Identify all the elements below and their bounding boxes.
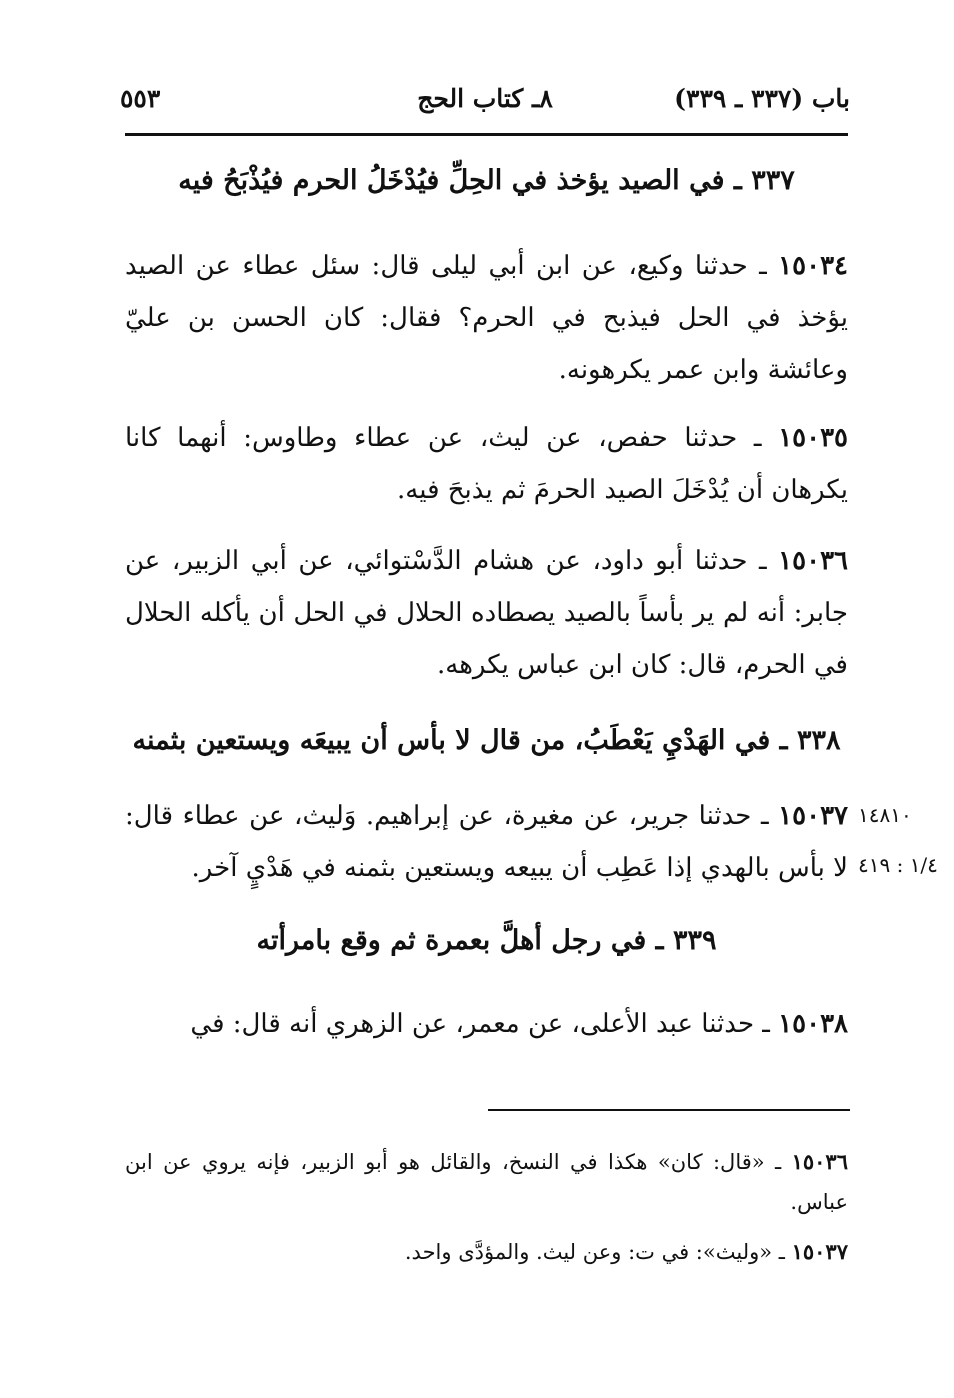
section-heading-338: ٣٣٨ ـ في الهَدْيِ يَعْطَبُ، من قال لا بأس أن يبيعَه ويستعين بثمنه bbox=[132, 725, 841, 756]
chapter-range: باب (٣٣٧ ـ ٣٣٩) bbox=[674, 84, 850, 113]
hadith-15037 bbox=[125, 790, 848, 894]
hadith-text: ـ حدثنا جرير، عن مغيرة، عن إبراهيم. وَليث، عن عطاء قال: لا بأس بالهدي إذا عَطِب أن يبيعه ويستعين بثمنه في هَدْيٍ آخر. bbox=[125, 801, 848, 883]
hadith-text: ـ حدثنا أبو داود، عن هشام الدَّسْتوائي، عن أبي الزبير، عن جابر: أنه لم ير بأساً بالصيد يصطاده الحلال في الحل أن يأكله الحلال في الحرم، قال: كان ابن عباس يكرهه. bbox=[125, 546, 848, 680]
hadith-text: ـ حدثنا وكيع، عن ابن أبي ليلى قال: سئل عطاء عن الصيد يؤخذ في الحل فيذبح في الحرم؟ فقال: كان الحسن بن عليّ وعائشة وابن عمر يكرهونه. bbox=[125, 251, 848, 385]
hadith-number: ١٥٠٣٦ bbox=[778, 546, 848, 576]
page-number: ٥٥٣ bbox=[120, 84, 161, 113]
hadith-number: ١٥٠٣٨ bbox=[778, 1009, 848, 1039]
margin-ref-1: ١٤٨١٠ bbox=[858, 803, 912, 827]
hadith-text: ـ حدثنا عبد الأعلى، عن معمر، عن الزهري أنه قال: في bbox=[190, 1009, 770, 1039]
section-heading-337: ٣٣٧ ـ في الصيد يؤخذ في الحِلِّ فيُدْخَلُ الحرم فيُذْبَحُ فيه bbox=[178, 165, 795, 196]
hadith-number: ١٥٠٣٥ bbox=[778, 423, 849, 453]
footnote-rule bbox=[488, 1109, 850, 1111]
hadith-number: ١٥٠٣٧ bbox=[778, 801, 848, 831]
header-rule bbox=[125, 133, 848, 136]
footnote-text: ـ «وليث»: في ت: وعن ليث. والمؤدَّى واحد. bbox=[404, 1240, 785, 1264]
hadith-15035 bbox=[125, 412, 848, 516]
hadith-15036 bbox=[125, 535, 848, 691]
hadith-number: ١٥٠٣٤ bbox=[778, 251, 848, 281]
footnote-number: ١٥٠٣٧ bbox=[791, 1239, 848, 1264]
hadith-text: ـ حدثنا حفص، عن ليث، عن عطاء وطاوس: أنهما كانا يكرهان أن يُدْخَلَ الصيد الحرمَ ثم يذبحَ فيه. bbox=[125, 423, 848, 505]
margin-ref-2: ١/٤ : ٤١٩ bbox=[858, 853, 938, 877]
book-title: ٨ـ كتاب الحج bbox=[417, 84, 553, 113]
footnote-number: ١٥٠٣٦ bbox=[791, 1149, 848, 1174]
footnote-15037 bbox=[125, 1232, 848, 1272]
hadith-15038 bbox=[125, 998, 848, 1050]
running-header bbox=[120, 84, 850, 124]
section-heading-339: ٣٣٩ ـ في رجل أهلَّ بعمرة ثم وقع بامرأته bbox=[256, 925, 717, 956]
footnote-15036 bbox=[125, 1142, 848, 1222]
hadith-15034 bbox=[125, 240, 848, 396]
footnote-text: ـ «قال: كان» هكذا في النسخ، والقائل هو أبو الزبير، فإنه يروي عن ابن عباس. bbox=[125, 1150, 848, 1214]
